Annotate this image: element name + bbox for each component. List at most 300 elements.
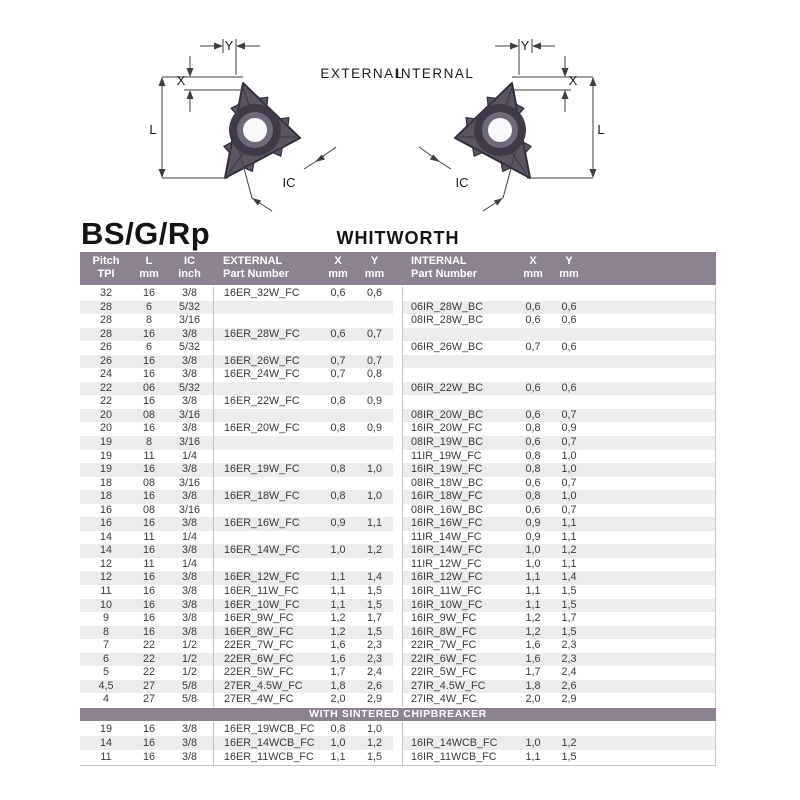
cell-external-y: [356, 531, 393, 545]
cell-ic-inch: 1/2: [181, 666, 197, 679]
cell-external-x: 0,8: [330, 490, 346, 503]
cell-l-mm: 06: [142, 381, 155, 394]
cell-gap: [393, 436, 403, 450]
cell-internal-y: 1,5: [561, 585, 577, 598]
cell-internal-x: [515, 722, 551, 736]
cell-external-part-number: 16ER_28W_FC: [213, 328, 320, 342]
table-row: [80, 341, 716, 355]
cell-pitch-tpi: 12: [99, 557, 112, 570]
cell-pitch-tpi: 11: [100, 751, 112, 764]
cell-ic-inch: 1/2: [181, 652, 197, 665]
cell-ic-inch: 3/8: [181, 544, 197, 557]
cell-l-mm: 6: [145, 341, 152, 354]
cell-external-x: [320, 531, 356, 545]
cell-gap: [393, 355, 403, 369]
cell-external-part-number: 16ER_32W_FC: [213, 287, 320, 301]
header-filler: [587, 255, 716, 281]
cell-internal-part-number: [403, 328, 515, 342]
cell-external-y: 1,1: [366, 517, 382, 530]
cell-pitch-tpi: 19: [99, 722, 112, 735]
table-row: [80, 585, 716, 599]
internal-insert-geometry: [419, 39, 597, 211]
cell-external-x: 0,8: [330, 463, 346, 476]
cell-internal-part-number: 16IR_19W_FC: [411, 463, 483, 476]
header-l-mm: [132, 255, 166, 281]
cell-ic-inch: 3/16: [178, 408, 200, 421]
cell-gap: [393, 287, 403, 301]
cell-internal-y: 2,9: [561, 693, 577, 706]
cell-external-x: 1,1: [330, 585, 346, 598]
table-row: [80, 599, 716, 613]
cell-external-y: 1,0: [366, 722, 382, 735]
cell-external-x: 1,6: [330, 652, 346, 665]
cell-gap: [393, 571, 403, 585]
cell-external-y: 1,2: [366, 544, 382, 557]
cell-internal-y: 2,3: [561, 639, 577, 652]
table-header: [80, 252, 716, 285]
cell-l-mm: 16: [142, 585, 155, 598]
cell-l-mm: 11: [143, 530, 155, 543]
cell-internal-part-number: 06IR_26W_BC: [411, 341, 484, 354]
cell-external-x: 1,1: [330, 598, 346, 611]
table-row: [80, 639, 716, 653]
cell-gap: [393, 450, 403, 464]
cell-filler: [587, 585, 716, 599]
table-row: [80, 287, 716, 301]
cell-internal-y: 0,7: [561, 436, 577, 449]
cell-ic-inch: 5/32: [178, 381, 200, 394]
cell-l-mm: 16: [142, 354, 155, 367]
cell-external-x: [320, 314, 356, 328]
cell-filler: [587, 314, 716, 328]
cell-l-mm: 08: [142, 476, 155, 489]
cell-pitch-tpi: 28: [99, 327, 112, 340]
cell-filler: [587, 477, 716, 491]
cell-external-y: 2,3: [366, 652, 382, 665]
cell-external-y: 0,9: [366, 395, 382, 408]
cell-external-x: [320, 477, 356, 491]
cell-pitch-tpi: 14: [99, 737, 112, 750]
cell-l-mm: 16: [142, 422, 155, 435]
cell-internal-y: [551, 287, 587, 301]
cell-internal-y: 1,0: [561, 449, 577, 462]
cell-internal-x: 0,6: [525, 436, 541, 449]
dim-label-ic: IC: [455, 175, 469, 190]
cell-gap: [393, 693, 403, 707]
cell-gap: [393, 653, 403, 667]
cell-ic-inch: 3/8: [181, 354, 197, 367]
cell-external-x: 1,1: [330, 571, 346, 584]
cell-external-x: 0,7: [330, 368, 346, 381]
cell-external-x: 0,9: [330, 517, 346, 530]
cell-internal-x: 1,2: [525, 625, 541, 638]
cell-internal-x: 1,1: [525, 571, 541, 584]
external-insert-geometry: [159, 39, 337, 211]
cell-internal-x: 0,6: [525, 300, 541, 313]
cell-gap: [393, 314, 403, 328]
cell-internal-x: 1,1: [525, 598, 541, 611]
header-line: X: [529, 255, 537, 267]
cell-filler: [587, 722, 716, 736]
cell-external-y: 1,5: [366, 585, 382, 598]
cell-l-mm: 16: [142, 737, 155, 750]
cell-internal-part-number: 22IR_5W_FC: [411, 666, 477, 679]
cell-filler: [587, 626, 716, 640]
cell-external-part-number: 16ER_10W_FC: [213, 599, 320, 613]
cell-gap: [393, 585, 403, 599]
table-row: [80, 422, 716, 436]
cell-ic-inch: 3/8: [181, 517, 197, 530]
header-ic-inch: [166, 255, 213, 281]
header-line: IC: [184, 255, 195, 267]
cell-ic-inch: 5/8: [181, 693, 197, 706]
cell-filler: [587, 693, 716, 707]
cell-external-part-number: 16ER_19WCB_FC: [213, 722, 320, 736]
cell-internal-x: [515, 355, 551, 369]
cell-internal-part-number: 16IR_10W_FC: [411, 598, 483, 611]
cell-external-x: 1,2: [330, 625, 346, 638]
cell-filler: [587, 504, 716, 518]
cell-internal-y: 1,0: [561, 463, 577, 476]
cell-internal-part-number: 16IR_14W_FC: [411, 544, 483, 557]
cell-internal-part-number: 08IR_16W_BC: [411, 503, 484, 516]
cell-external-y: 1,5: [366, 751, 382, 764]
cell-internal-part-number: [403, 722, 515, 736]
cell-internal-y: [551, 328, 587, 342]
table-row: [80, 531, 716, 545]
cell-external-y: 0,6: [366, 287, 382, 299]
cell-external-y: [356, 341, 393, 355]
cell-filler: [587, 382, 716, 396]
cell-gap: [393, 382, 403, 396]
cell-internal-y: 0,6: [561, 341, 577, 354]
header-line: Part Number: [223, 268, 290, 280]
cell-external-y: 0,9: [366, 422, 382, 435]
cell-l-mm: 6: [145, 300, 152, 313]
cell-gap: [393, 409, 403, 423]
cell-internal-part-number: 16IR_8W_FC: [411, 625, 477, 638]
cell-internal-y: 1,0: [561, 490, 577, 503]
cell-ic-inch: 1/4: [181, 557, 197, 570]
cell-external-part-number: 16ER_19W_FC: [213, 463, 320, 477]
cell-internal-part-number: 16IR_11WCB_FC: [411, 751, 497, 764]
cell-internal-x: 1,8: [525, 679, 541, 692]
cell-internal-x: 1,7: [525, 666, 541, 679]
cell-l-mm: 27: [142, 679, 155, 692]
table-row: [80, 409, 716, 423]
header-internal-part-number: [403, 255, 515, 281]
cell-internal-part-number: 08IR_18W_BC: [411, 476, 484, 489]
cell-pitch-tpi: 16: [99, 517, 112, 530]
table-row: [80, 477, 716, 491]
cell-internal-part-number: [403, 395, 515, 409]
cell-pitch-tpi: 8: [102, 625, 109, 638]
table-row: [80, 355, 716, 369]
cell-filler: [587, 736, 716, 750]
table-row: [80, 368, 716, 382]
cell-external-x: 1,0: [330, 737, 346, 750]
cell-pitch-tpi: 24: [99, 368, 112, 381]
cell-internal-y: 0,6: [561, 300, 577, 313]
cell-external-x: [320, 341, 356, 355]
cell-filler: [587, 409, 716, 423]
cell-gap: [393, 736, 403, 750]
cell-filler: [587, 287, 716, 301]
table-row: [80, 680, 716, 694]
cell-internal-part-number: 08IR_20W_BC: [411, 408, 484, 421]
cell-internal-x: [515, 368, 551, 382]
cell-pitch-tpi: 26: [99, 341, 112, 354]
cell-filler: [587, 666, 716, 680]
cell-l-mm: 22: [142, 652, 155, 665]
cell-internal-y: 1,2: [561, 544, 577, 557]
table-row: [80, 736, 716, 750]
cell-internal-x: 1,0: [525, 544, 541, 557]
cell-internal-x: 0,8: [525, 463, 541, 476]
cell-internal-part-number: 22IR_6W_FC: [411, 652, 477, 665]
cell-external-part-number: 16ER_9W_FC: [213, 612, 320, 626]
header-line: Pitch: [92, 255, 120, 267]
cell-external-y: [356, 504, 393, 518]
cell-external-y: [356, 409, 393, 423]
cell-external-y: [356, 301, 393, 315]
dim-label-y: Y: [520, 38, 530, 53]
cell-internal-y: 1,2: [561, 737, 577, 750]
cell-l-mm: 16: [142, 395, 155, 408]
cell-internal-y: 0,9: [561, 422, 577, 435]
cell-external-part-number: 22ER_5W_FC: [213, 666, 320, 680]
cell-external-y: 1,0: [366, 463, 382, 476]
cell-internal-part-number: 11IR_12W_FC: [411, 557, 482, 570]
cell-l-mm: 8: [145, 436, 152, 449]
cell-filler: [587, 301, 716, 315]
cell-ic-inch: 3/8: [181, 327, 197, 340]
cell-internal-part-number: 11IR_14W_FC: [411, 530, 482, 543]
cell-external-y: 1,2: [366, 737, 382, 750]
cell-ic-inch: 3/16: [178, 436, 200, 449]
table-row: [80, 490, 716, 504]
cell-external-x: [320, 436, 356, 450]
cell-l-mm: 08: [142, 408, 155, 421]
cell-external-part-number: 16ER_14W_FC: [213, 544, 320, 558]
cell-external-x: 1,7: [330, 666, 346, 679]
cell-internal-part-number: 06IR_22W_BC: [411, 381, 484, 394]
cell-external-x: [320, 504, 356, 518]
header-line: Part Number: [411, 268, 478, 280]
cell-external-part-number: 27ER_4W_FC: [213, 693, 320, 707]
cell-external-y: 0,7: [366, 327, 382, 340]
cell-external-y: 1,7: [366, 612, 382, 625]
cell-internal-y: 1,1: [561, 557, 577, 570]
cell-internal-x: 1,2: [525, 612, 541, 625]
cell-pitch-tpi: 4: [102, 693, 109, 706]
cell-external-x: 1,0: [330, 544, 346, 557]
header-line: L: [145, 255, 153, 267]
table-body: [80, 287, 716, 707]
cell-ic-inch: 3/8: [181, 463, 197, 476]
cell-internal-y: 0,6: [561, 381, 577, 394]
cell-filler: [587, 463, 716, 477]
cell-external-part-number: 16ER_12W_FC: [213, 571, 320, 585]
header-line: mm: [364, 268, 385, 280]
table-row: [80, 750, 716, 764]
cell-internal-y: 1,4: [561, 571, 577, 584]
cell-external-x: 0,7: [330, 354, 346, 367]
cell-l-mm: 27: [142, 693, 155, 706]
cell-external-x: 0,8: [330, 422, 346, 435]
cell-ic-inch: 1/2: [181, 639, 197, 652]
cell-filler: [587, 341, 716, 355]
cell-external-x: 2,0: [330, 693, 346, 706]
cell-l-mm: 16: [142, 517, 155, 530]
cell-ic-inch: 3/8: [181, 571, 197, 584]
cell-external-x: 0,6: [330, 327, 346, 340]
cell-external-part-number: [213, 558, 320, 572]
cell-ic-inch: 1/4: [181, 449, 197, 462]
cell-internal-part-number: 27IR_4.5W_FC: [411, 679, 486, 692]
chipbreaker-table-body: [80, 722, 716, 766]
cell-filler: [587, 450, 716, 464]
cell-external-part-number: [213, 382, 320, 396]
cell-pitch-tpi: 19: [99, 449, 112, 462]
cell-filler: [587, 750, 716, 764]
page-subtitle: WHITWORTH: [336, 228, 460, 248]
cell-internal-part-number: 16IR_12W_FC: [411, 571, 483, 584]
cell-gap: [393, 612, 403, 626]
cell-l-mm: 22: [142, 666, 155, 679]
cell-gap: [393, 504, 403, 518]
cell-gap: [393, 490, 403, 504]
cell-filler: [587, 368, 716, 382]
cell-external-part-number: 16ER_11WCB_FC: [213, 750, 320, 764]
cell-ic-inch: 3/8: [181, 395, 197, 408]
cell-external-x: 1,6: [330, 639, 346, 652]
cell-internal-y: 2,6: [561, 679, 577, 692]
cell-gap: [393, 517, 403, 531]
cell-internal-y: 1,1: [561, 530, 577, 543]
cell-external-x: [320, 450, 356, 464]
cell-external-y: [356, 314, 393, 328]
spec-table: [80, 252, 716, 766]
cell-internal-part-number: 08IR_28W_BC: [411, 314, 484, 327]
cell-internal-part-number: [403, 368, 515, 382]
table-row: [80, 301, 716, 315]
cell-internal-part-number: 11IR_19W_FC: [411, 449, 482, 462]
cell-l-mm: 16: [142, 287, 155, 299]
header-line: Y: [370, 255, 379, 267]
cell-external-y: [356, 477, 393, 491]
cell-l-mm: 16: [142, 368, 155, 381]
cell-external-y: [356, 450, 393, 464]
cell-external-y: 1,5: [366, 625, 382, 638]
cell-external-y: 1,4: [366, 571, 382, 584]
cell-pitch-tpi: 4,5: [98, 679, 114, 692]
cell-filler: [587, 436, 716, 450]
cell-internal-x: 0,6: [525, 503, 541, 516]
cell-external-part-number: 16ER_22W_FC: [213, 395, 320, 409]
cell-pitch-tpi: 28: [99, 314, 112, 327]
cell-filler: [587, 517, 716, 531]
cell-gap: [393, 680, 403, 694]
cell-internal-y: 1,7: [561, 612, 577, 625]
cell-pitch-tpi: 19: [99, 436, 112, 449]
cell-pitch-tpi: 20: [99, 408, 112, 421]
dim-label-l: L: [149, 122, 157, 137]
table-row: [80, 436, 716, 450]
cell-internal-y: 1,1: [561, 517, 577, 530]
cell-external-part-number: 16ER_11W_FC: [213, 585, 320, 599]
cell-pitch-tpi: 7: [102, 639, 109, 652]
cell-ic-inch: 3/16: [178, 476, 200, 489]
cell-pitch-tpi: 16: [99, 503, 112, 516]
cell-filler: [587, 395, 716, 409]
cell-ic-inch: 5/32: [178, 300, 200, 313]
cell-l-mm: 11: [143, 449, 155, 462]
internal-insert-diagram: [335, 20, 615, 220]
cell-gap: [393, 666, 403, 680]
cell-ic-inch: 3/8: [181, 612, 197, 625]
cell-external-part-number: [213, 314, 320, 328]
cell-ic-inch: 5/32: [178, 341, 200, 354]
header-line: Y: [565, 255, 573, 267]
cell-internal-part-number: [403, 287, 515, 301]
cell-external-x: 1,2: [330, 612, 346, 625]
table-row: [80, 558, 716, 572]
header-line: mm: [328, 268, 348, 280]
cell-ic-inch: 3/8: [181, 490, 197, 503]
cell-external-y: [356, 436, 393, 450]
cell-internal-x: 0,9: [525, 530, 541, 543]
cell-l-mm: 22: [142, 639, 155, 652]
cell-external-part-number: [213, 450, 320, 464]
cell-filler: [587, 612, 716, 626]
cell-internal-x: [515, 287, 551, 301]
table-row: [80, 722, 716, 736]
cell-internal-part-number: 16IR_18W_FC: [411, 490, 483, 503]
cell-internal-x: 1,6: [525, 639, 541, 652]
cell-l-mm: 16: [142, 490, 155, 503]
cell-internal-x: 0,7: [525, 341, 541, 354]
header-internal-x: [515, 255, 551, 281]
cell-ic-inch: 3/8: [181, 737, 197, 750]
cell-ic-inch: 5/8: [181, 679, 197, 692]
header-line: mm: [559, 268, 579, 280]
chipbreaker-banner: WITH SINTERED CHIPBREAKER: [80, 708, 716, 721]
cell-gap: [393, 599, 403, 613]
cell-internal-part-number: 22IR_7W_FC: [411, 639, 477, 652]
cell-external-y: 2,3: [366, 639, 382, 652]
cell-l-mm: 16: [142, 722, 155, 735]
cell-external-y: 0,8: [366, 368, 382, 381]
cell-l-mm: 16: [142, 625, 155, 638]
cell-gap: [393, 301, 403, 315]
cell-pitch-tpi: 32: [99, 287, 112, 299]
page-title: BS/G/Rp: [81, 216, 211, 251]
cell-internal-x: 0,6: [525, 476, 541, 489]
cell-gap: [393, 328, 403, 342]
cell-internal-y: [551, 722, 587, 736]
table-row: [80, 463, 716, 477]
cell-external-part-number: 27ER_4.5W_FC: [213, 680, 320, 694]
cell-internal-part-number: 16IR_20W_FC: [411, 422, 483, 435]
internal-label: INTERNAL: [395, 66, 475, 81]
cell-pitch-tpi: 20: [99, 422, 112, 435]
cell-external-y: 2,4: [366, 666, 382, 679]
table-row: [80, 693, 716, 707]
cell-external-x: [320, 382, 356, 396]
external-label: EXTERNAL: [320, 66, 404, 81]
cell-internal-y: 0,7: [561, 476, 577, 489]
